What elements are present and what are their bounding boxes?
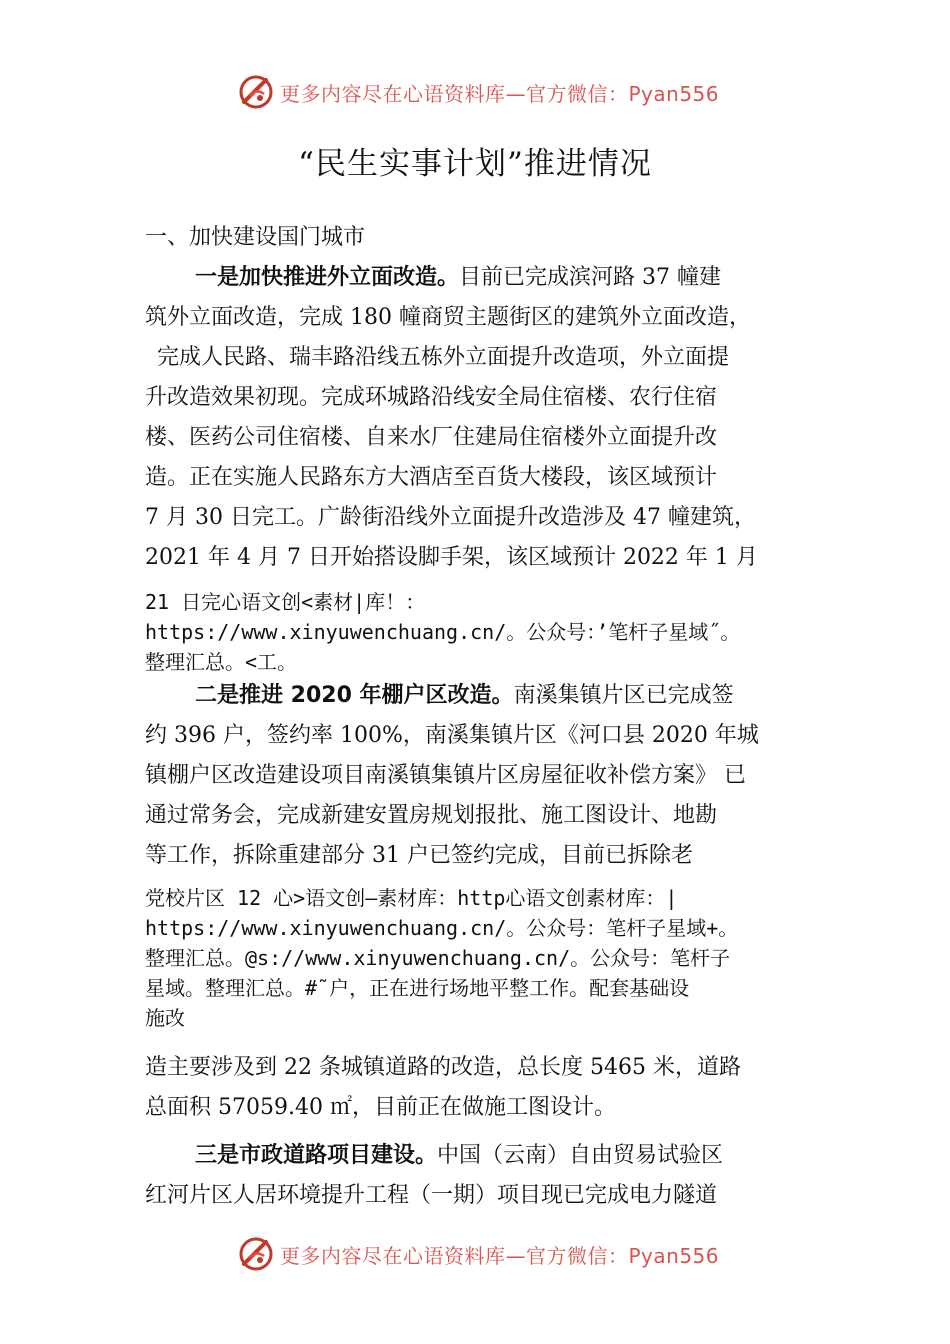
paragraph-line: 星域。整理汇总。#˜户，正在进行场地平整工作。配套基础设: [145, 976, 690, 1000]
paragraph-line: 通过常务会，完成新建安置房规划报批、施工图设计、地勘: [145, 803, 718, 828]
paragraph-lead: 三是市政道路项目建设。: [195, 1143, 438, 1168]
paragraph-lead: 一是加快推进外立面改造。: [195, 265, 460, 290]
paragraph-lead: 二是推进 2020 年棚户区改造。: [195, 683, 514, 708]
paragraph-line: 升改造效果初现。完成环城路沿线安全局住宿楼、农行住宿: [145, 385, 718, 410]
banner-text: 更多内容尽在心语资料库—官方微信：Pyan556: [280, 82, 720, 106]
section-heading: 一、加快建设国门城市: [145, 225, 366, 250]
paragraph-line: 21 日完心语文创<素材|库！：: [145, 590, 426, 614]
paragraph-line: 造。正在实施人民路东方大酒店至百货大楼段，该区域预计: [145, 465, 718, 490]
paragraph-line: 2021 年 4 月 7 日开始搭设脚手架，该区域预计 2022 年 1 月: [145, 545, 758, 570]
paragraph-line: 造主要涉及到 22 条城镇道路的改造，总长度 5465 米，道路: [145, 1055, 741, 1080]
paragraph-line: 总面积 57059.40 ㎡，目前正在做施工图设计。: [145, 1095, 616, 1120]
paragraph-text: 目前已完成滨河路 37 幢建: [459, 265, 721, 290]
paragraph-text: 中国（云南）自由贸易试验区: [437, 1143, 724, 1168]
paragraph-line: 等工作，拆除重建部分 31 户已签约完成，目前已拆除老: [145, 843, 693, 868]
paragraph-line: 约 396 户，签约率 100%，南溪集镇片区《河口县 2020 年城: [145, 723, 759, 748]
paragraph-line: 党校片区 12 心>语文创—素材库：http心语文创素材库：|: [145, 886, 678, 910]
document-title: “民生实事计划”推进情况: [298, 146, 652, 182]
paragraph-text: 南溪集镇片区已完成签: [513, 683, 734, 708]
paragraph-line: [195, 264, 721, 292]
banner-text: 更多内容尽在心语资料库—官方微信：Pyan556: [280, 1244, 720, 1268]
paragraph-line: 整理汇总。@s://www.xinyuwenchuang.cn/。公众号：笔杆子: [145, 946, 731, 970]
paragraph-line: 楼、医药公司住宿楼、自来水厂住建局住宿楼外立面提升改: [145, 425, 718, 450]
header-banner: [0, 70, 950, 114]
logo-icon: [236, 1234, 276, 1274]
logo-icon: [236, 72, 276, 112]
paragraph-line: 镇棚户区改造建设项目南溪镇集镇片区房屋征收补偿方案》 已: [145, 763, 746, 788]
paragraph-line: 7 月 30 日完工。广龄街沿线外立面提升改造涉及 47 幢建筑，: [145, 505, 756, 530]
footer-banner: [0, 1232, 950, 1276]
paragraph-line: 筑外立面改造，完成 180 幢商贸主题街区的建筑外立面改造，: [145, 305, 751, 330]
paragraph-line: 红河片区人居环境提升工程（一期）项目现已完成电力隧道: [145, 1183, 718, 1208]
paragraph-line: 施改: [145, 1006, 185, 1030]
paragraph-line: https://www.xinyuwenchuang.cn/。公众号：笔杆子星域+。: [145, 916, 739, 940]
paragraph-line: [195, 1142, 723, 1170]
paragraph-line: [195, 682, 734, 710]
paragraph-line: 整理汇总。<工。: [145, 650, 298, 674]
paragraph-line: https://www.xinyuwenchuang.cn/。公众号：’笔杆子星域˝。: [145, 620, 741, 644]
paragraph-line: 完成人民路、瑞丰路沿线五栋外立面提升改造项，外立面提: [157, 345, 730, 370]
